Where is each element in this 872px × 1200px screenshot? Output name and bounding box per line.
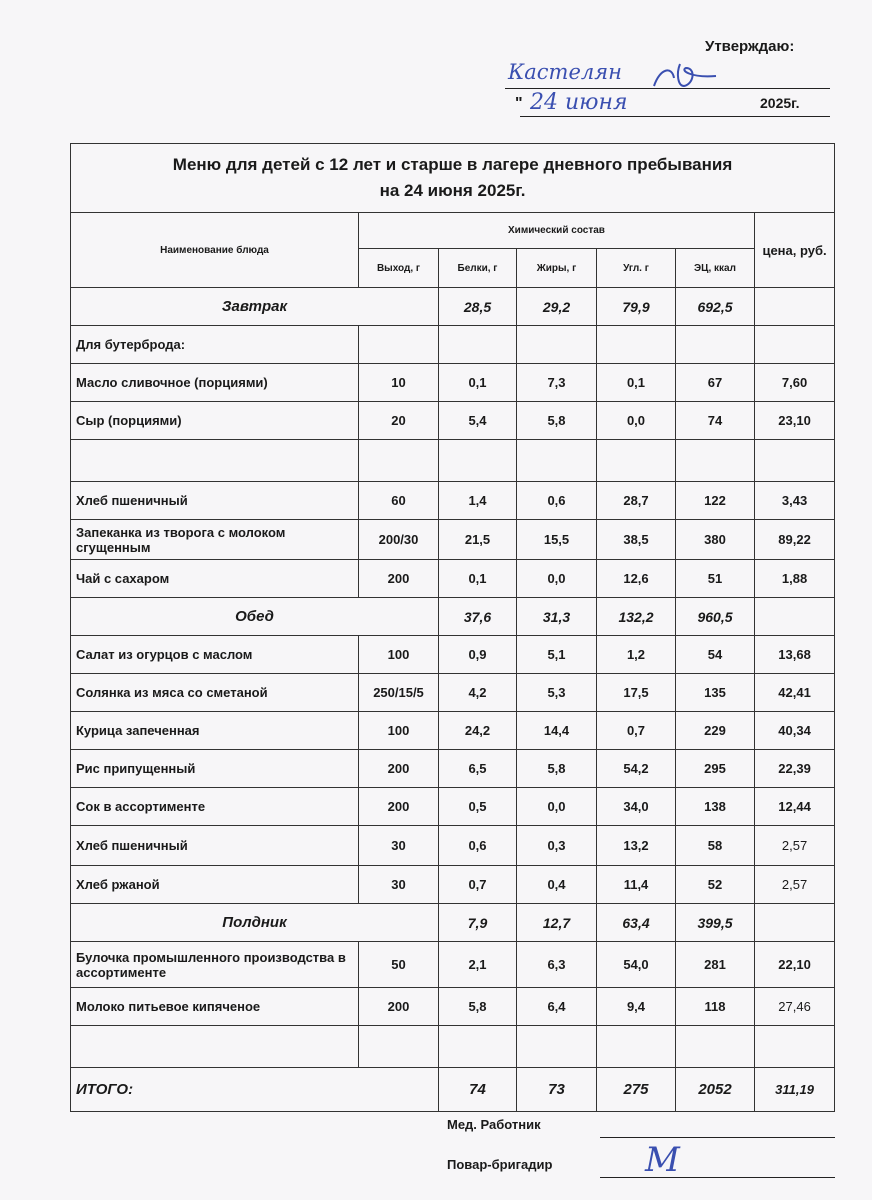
total-carbs: 275 [597,1068,676,1112]
section-carbs: 63,4 [597,904,676,942]
dish-price: 3,43 [755,482,835,520]
dish-price: 7,60 [755,364,835,402]
header-carbs: Угл. г [597,249,676,288]
dish-energy: 295 [676,750,755,788]
menu-title [71,144,835,213]
dish-fat: 5,8 [517,402,597,440]
section-label: Завтрак [71,288,439,326]
dish-fat: 0,0 [517,560,597,598]
dish-protein [439,1026,517,1068]
menu-table [70,143,835,1112]
section-price [755,288,835,326]
dish-name: Запеканка из творога с молоком сгущенным [71,520,359,560]
footer-med-line [600,1137,835,1138]
table-row [71,440,835,482]
dish-carbs: 0,7 [597,712,676,750]
header-price: цена, руб. [755,213,835,288]
approval-line-2 [520,116,830,117]
dish-price: 12,44 [755,788,835,826]
table-row [71,560,835,598]
dish-price: 89,22 [755,520,835,560]
table-row [71,750,835,788]
section-energy: 692,5 [676,288,755,326]
footer-cook: Повар-бригадир [447,1157,553,1172]
dish-name: Для бутерброда: [71,326,359,364]
dish-protein: 5,4 [439,402,517,440]
header-dish: Наименование блюда [71,213,359,288]
dish-name: Хлеб пшеничный [71,826,359,866]
dish-energy [676,326,755,364]
dish-energy: 74 [676,402,755,440]
total-row [71,1068,835,1112]
dish-carbs: 0,1 [597,364,676,402]
dish-energy: 118 [676,988,755,1026]
dish-carbs: 0,0 [597,402,676,440]
dish-yield: 20 [359,402,439,440]
dish-energy: 122 [676,482,755,520]
dish-carbs: 54,2 [597,750,676,788]
dish-fat: 6,3 [517,942,597,988]
dish-protein [439,326,517,364]
dish-energy: 229 [676,712,755,750]
section-energy: 960,5 [676,598,755,636]
dish-protein: 24,2 [439,712,517,750]
dish-fat: 6,4 [517,988,597,1026]
section-price [755,598,835,636]
dish-fat: 0,4 [517,866,597,904]
table-row [71,788,835,826]
section-carbs: 132,2 [597,598,676,636]
dish-name: Чай с сахаром [71,560,359,598]
dish-yield: 50 [359,942,439,988]
dish-protein [439,440,517,482]
dish-yield: 200 [359,560,439,598]
approval-year: 2025г. [760,95,800,111]
dish-name: Салат из огурцов с маслом [71,636,359,674]
dish-protein: 0,1 [439,364,517,402]
dish-price: 13,68 [755,636,835,674]
dish-name: Булочка промышленного производства в ассортименте [71,942,359,988]
table-row [71,636,835,674]
dish-fat: 0,6 [517,482,597,520]
header-fat: Жиры, г [517,249,597,288]
dish-yield: 10 [359,364,439,402]
dish-yield [359,440,439,482]
dish-energy: 138 [676,788,755,826]
dish-energy: 67 [676,364,755,402]
dish-energy: 54 [676,636,755,674]
section-protein: 28,5 [439,288,517,326]
table-row [71,866,835,904]
table-row [71,326,835,364]
section-fat: 12,7 [517,904,597,942]
dish-energy: 380 [676,520,755,560]
dish-price: 42,41 [755,674,835,712]
dish-price: 22,10 [755,942,835,988]
section-carbs: 79,9 [597,288,676,326]
dish-carbs [597,440,676,482]
menu-title-line1: Меню для детей с 12 лет и старше в лагере дневного пребывания [172,155,733,174]
dish-name: Масло сливочное (порциями) [71,364,359,402]
dish-yield: 100 [359,636,439,674]
menu-title-line2: на 24 июня 2025г. [379,181,526,200]
approval-line-1 [505,88,830,89]
dish-yield: 200 [359,750,439,788]
header-energy: ЭЦ, ккал [676,249,755,288]
approval-quote-mark: " [515,95,523,112]
dish-fat: 0,3 [517,826,597,866]
dish-fat: 0,0 [517,788,597,826]
dish-yield: 200 [359,788,439,826]
section-row-breakfast [71,288,835,326]
dish-price: 23,10 [755,402,835,440]
dish-yield: 30 [359,866,439,904]
table-row [71,674,835,712]
dish-yield: 60 [359,482,439,520]
dish-protein: 5,8 [439,988,517,1026]
header-yield: Выход, г [359,249,439,288]
dish-price: 40,34 [755,712,835,750]
section-protein: 7,9 [439,904,517,942]
table-row [71,364,835,402]
header-chem: Химический состав [359,213,755,249]
dish-fat [517,326,597,364]
dish-fat: 7,3 [517,364,597,402]
dish-fat: 15,5 [517,520,597,560]
table-row [71,826,835,866]
section-protein: 37,6 [439,598,517,636]
approval-handwritten-position: Кастелян [508,60,622,84]
dish-fat: 14,4 [517,712,597,750]
dish-price: 2,57 [755,826,835,866]
dish-protein: 6,5 [439,750,517,788]
dish-carbs: 1,2 [597,636,676,674]
dish-price: 1,88 [755,560,835,598]
table-row [71,402,835,440]
total-energy: 2052 [676,1068,755,1112]
dish-carbs: 9,4 [597,988,676,1026]
dish-carbs [597,326,676,364]
dish-name: Молоко питьевое кипяченое [71,988,359,1026]
table-row [71,988,835,1026]
dish-fat [517,440,597,482]
section-row-lunch [71,598,835,636]
footer-cook-line [600,1177,835,1178]
dish-energy: 281 [676,942,755,988]
dish-carbs: 38,5 [597,520,676,560]
dish-price [755,1026,835,1068]
dish-protein: 1,4 [439,482,517,520]
dish-carbs: 12,6 [597,560,676,598]
dish-fat [517,1026,597,1068]
dish-protein: 0,9 [439,636,517,674]
section-energy: 399,5 [676,904,755,942]
dish-protein: 4,2 [439,674,517,712]
table-row [71,942,835,988]
total-protein: 74 [439,1068,517,1112]
dish-yield: 250/15/5 [359,674,439,712]
section-row-snack [71,904,835,942]
dish-energy [676,440,755,482]
dish-energy: 135 [676,674,755,712]
dish-price [755,326,835,364]
dish-name: Сок в ассортименте [71,788,359,826]
dish-carbs: 28,7 [597,482,676,520]
section-fat: 31,3 [517,598,597,636]
dish-protein: 21,5 [439,520,517,560]
table-row [71,520,835,560]
table-row [71,712,835,750]
section-label: Обед [71,598,439,636]
dish-name [71,1026,359,1068]
dish-protein: 2,1 [439,942,517,988]
header-protein: Белки, г [439,249,517,288]
dish-yield [359,1026,439,1068]
dish-yield [359,326,439,364]
section-label: Полдник [71,904,439,942]
table-row [71,482,835,520]
dish-carbs: 11,4 [597,866,676,904]
dish-carbs: 54,0 [597,942,676,988]
dish-protein: 0,7 [439,866,517,904]
dish-carbs: 17,5 [597,674,676,712]
dish-energy: 51 [676,560,755,598]
total-label: ИТОГО: [71,1068,439,1112]
section-price [755,904,835,942]
dish-price: 2,57 [755,866,835,904]
dish-yield: 30 [359,826,439,866]
dish-energy [676,1026,755,1068]
dish-name [71,440,359,482]
dish-yield: 200/30 [359,520,439,560]
total-fat: 73 [517,1068,597,1112]
dish-protein: 0,1 [439,560,517,598]
dish-yield: 100 [359,712,439,750]
footer-cook-signature: М [645,1140,680,1180]
dish-fat: 5,8 [517,750,597,788]
section-fat: 29,2 [517,288,597,326]
dish-carbs: 34,0 [597,788,676,826]
dish-price: 27,46 [755,988,835,1026]
dish-fat: 5,3 [517,674,597,712]
dish-name: Солянка из мяса со сметаной [71,674,359,712]
total-price: 311,19 [755,1068,835,1112]
dish-price [755,440,835,482]
dish-name: Сыр (порциями) [71,402,359,440]
dish-name: Рис припущенный [71,750,359,788]
table-row [71,1026,835,1068]
approval-title: Утверждаю: [705,38,795,55]
footer-med-worker: Мед. Работник [447,1117,541,1132]
dish-carbs [597,1026,676,1068]
dish-carbs: 13,2 [597,826,676,866]
dish-protein: 0,6 [439,826,517,866]
dish-price: 22,39 [755,750,835,788]
dish-protein: 0,5 [439,788,517,826]
dish-name: Хлеб ржаной [71,866,359,904]
dish-fat: 5,1 [517,636,597,674]
dish-name: Хлеб пшеничный [71,482,359,520]
dish-name: Курица запеченная [71,712,359,750]
dish-yield: 200 [359,988,439,1026]
approval-handwritten-date: 24 июня [530,90,628,115]
dish-energy: 52 [676,866,755,904]
dish-energy: 58 [676,826,755,866]
